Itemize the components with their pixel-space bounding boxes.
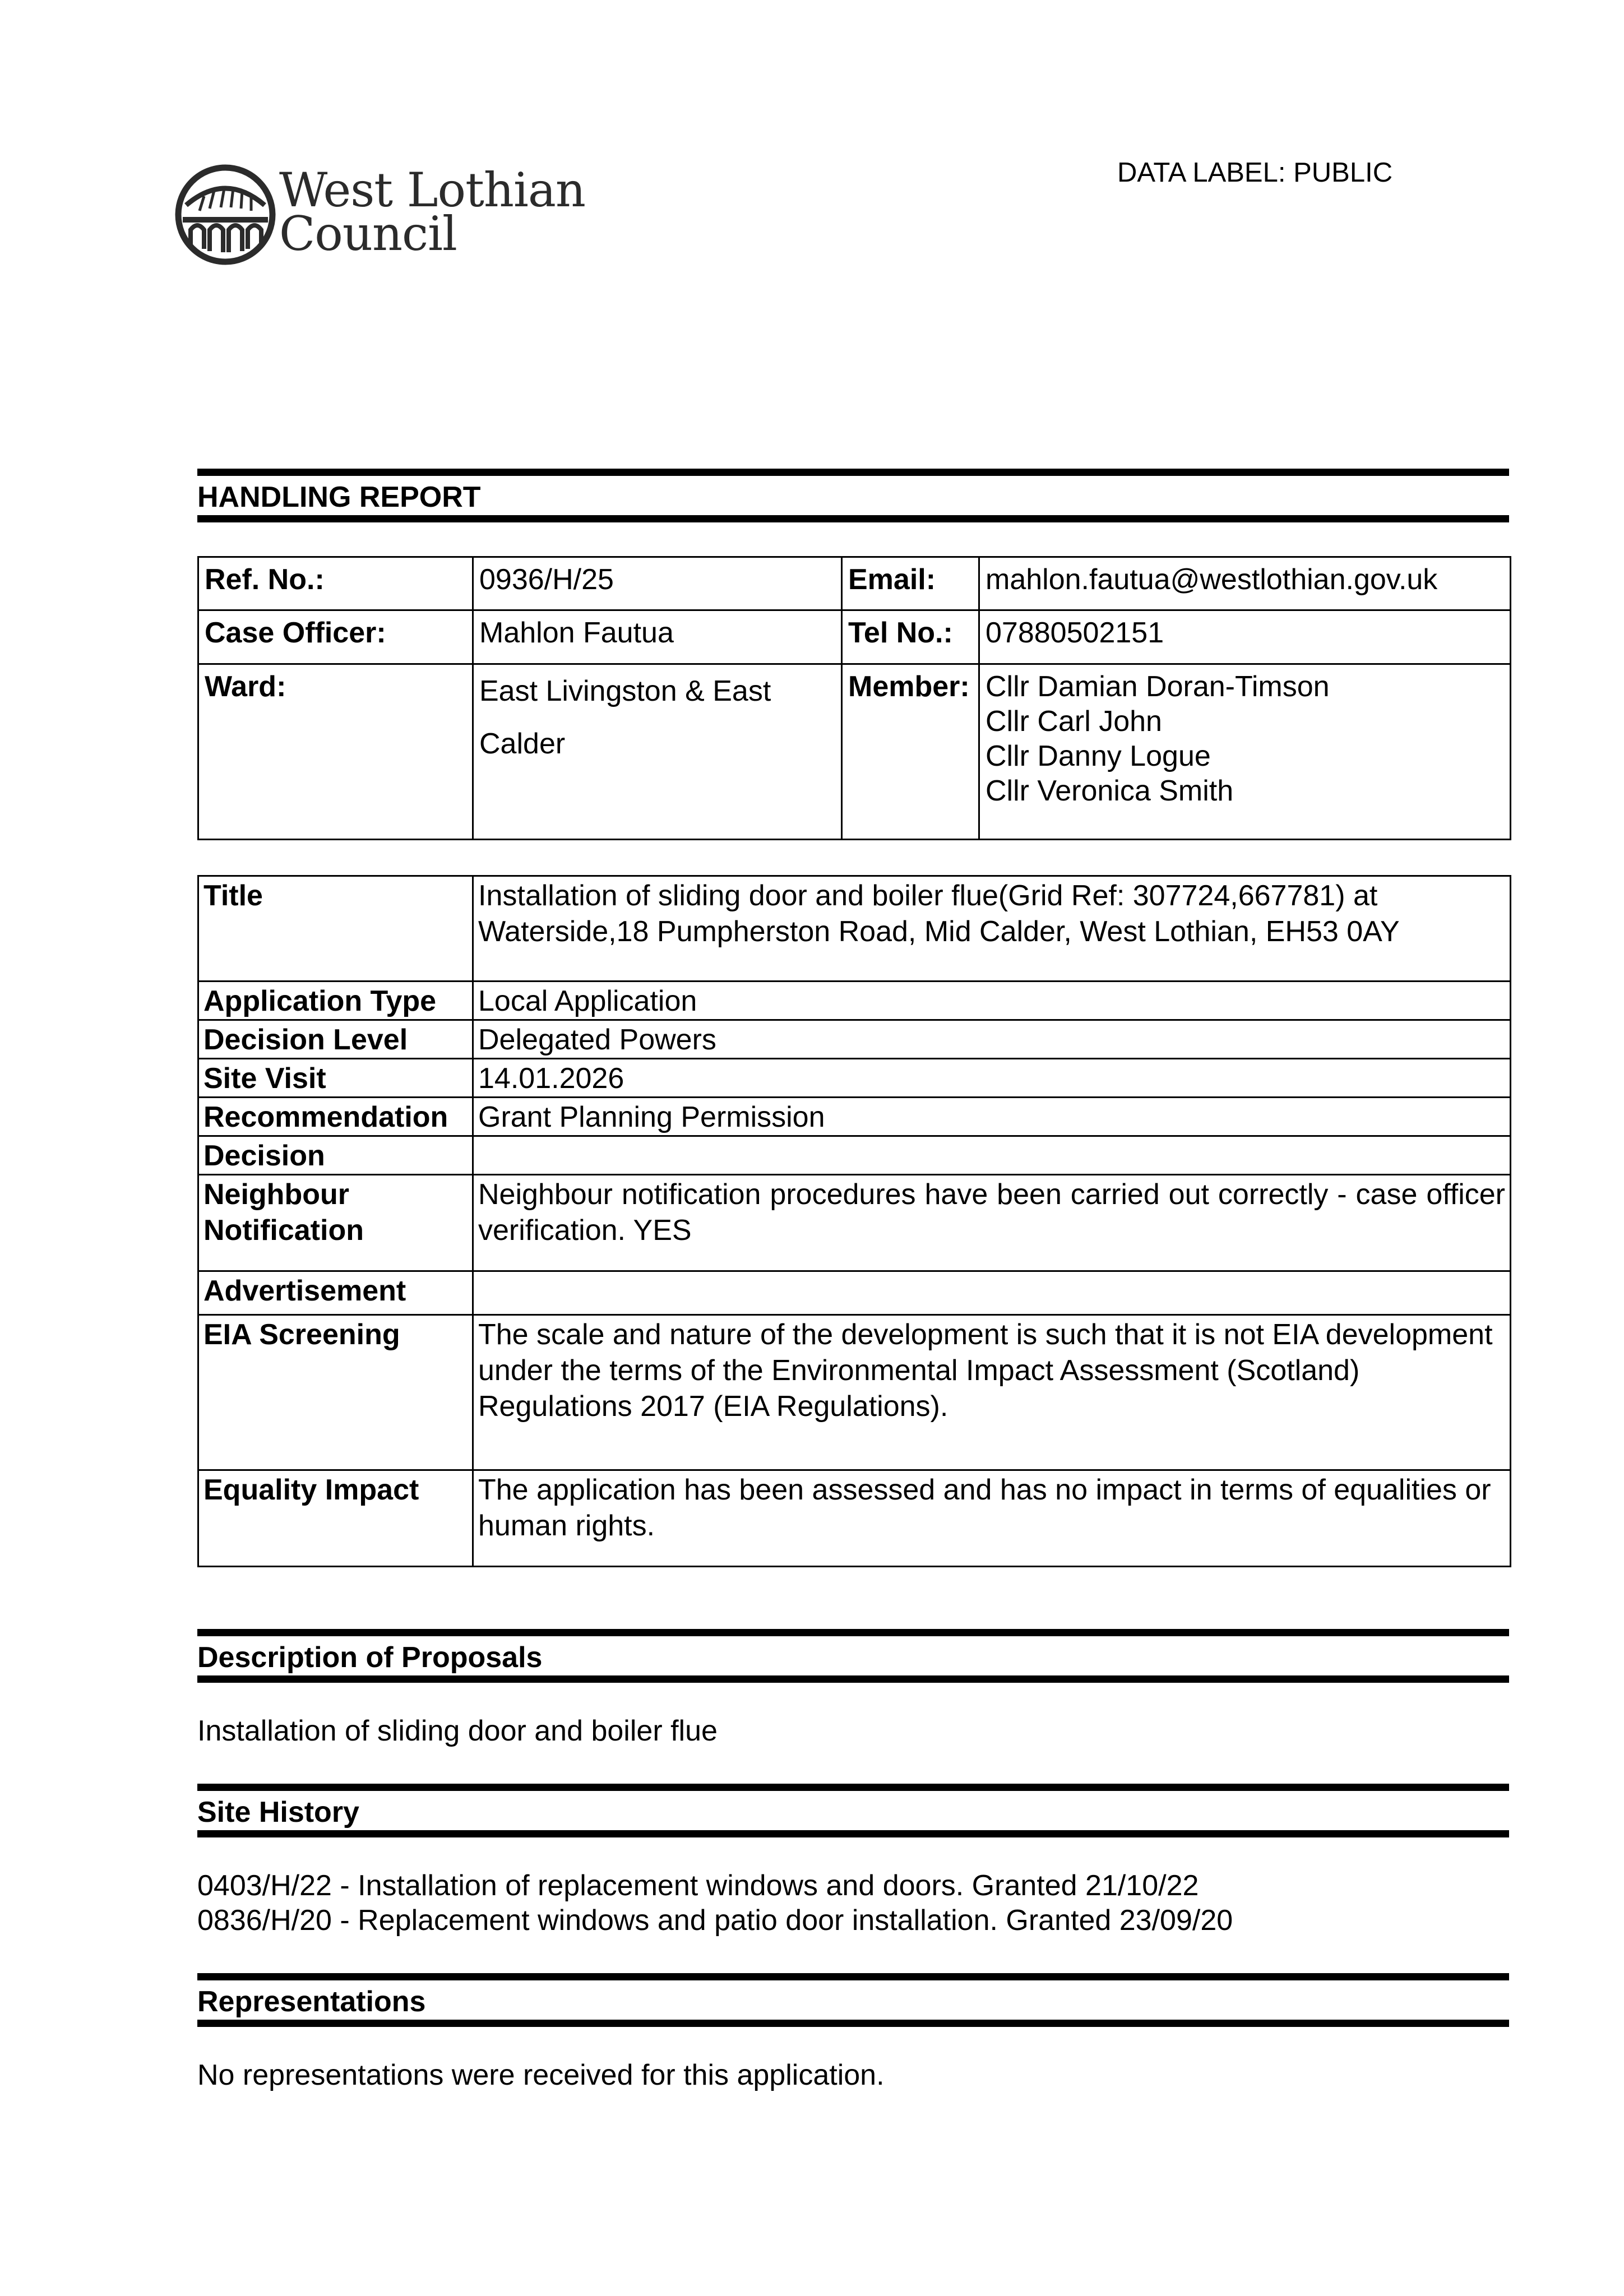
member-label: Member: <box>842 664 979 840</box>
representations-text: No representations were received for this application. <box>197 2059 885 2091</box>
ward-label: Ward: <box>198 664 473 840</box>
recommendation-value: Grant Planning Permission <box>473 1098 1511 1136</box>
recommendation-label: Recommendation <box>198 1098 473 1136</box>
table-row <box>198 1271 1511 1315</box>
application-type-label: Application Type <box>198 982 473 1020</box>
case-info-table <box>197 556 1511 840</box>
decision-level-value: Delegated Powers <box>473 1020 1511 1059</box>
description-text: Installation of sliding door and boiler flue <box>197 1715 718 1747</box>
neighbour-notification-label: Neighbour Notification <box>198 1175 473 1271</box>
table-row <box>198 1315 1511 1470</box>
site-history-item: 0836/H/20 - Replacement windows and patio door installation. Granted 23/09/20 <box>197 1904 1233 1937</box>
ward-value: East Livingston & East Calder <box>473 664 842 840</box>
member-item: Cllr Veronica Smith <box>985 775 1234 807</box>
equality-impact-value: The application has been assessed and has no impact in terms of equalities or human rights. <box>473 1470 1511 1567</box>
report-title: HANDLING REPORT <box>197 469 1509 522</box>
site-visit-value: 14.01.2026 <box>473 1059 1511 1098</box>
case-officer-value: Mahlon Fautua <box>473 610 842 664</box>
application-details-table <box>197 875 1511 1567</box>
decision-label: Decision <box>198 1136 473 1175</box>
member-item: Cllr Danny Logue <box>985 740 1211 772</box>
ref-label: Ref. No.: <box>198 557 473 610</box>
decision-value <box>473 1136 1511 1175</box>
member-item: Cllr Damian Doran-Timson <box>985 670 1330 703</box>
member-item: Cllr Carl John <box>985 705 1162 738</box>
table-row <box>198 557 1511 610</box>
site-visit-label: Site Visit <box>198 1059 473 1098</box>
title-value: Installation of sliding door and boiler flue(Grid Ref: 307724,667781) at Waterside,18 Pumpherston Road, Mid Calder, West Lothian, EH53 0AY <box>473 876 1511 982</box>
council-logo <box>175 161 586 268</box>
table-row <box>198 982 1511 1020</box>
table-row <box>198 1136 1511 1175</box>
eia-screening-label: EIA Screening <box>198 1315 473 1470</box>
eia-screening-value: The scale and nature of the development is such that it is not EIA development under the terms of the Environmental Impact Assessment (Scotland) Regulations 2017 (EIA Regulations). <box>473 1315 1511 1470</box>
advertisement-label: Advertisement <box>198 1271 473 1315</box>
representations-heading: Representations <box>197 1973 1509 2027</box>
table-row <box>198 1020 1511 1059</box>
description-heading: Description of Proposals <box>197 1629 1509 1683</box>
table-row <box>198 1098 1511 1136</box>
member-list <box>979 664 1511 840</box>
tel-value: 07880502151 <box>979 610 1511 664</box>
case-officer-label: Case Officer: <box>198 610 473 664</box>
application-type-value: Local Application <box>473 982 1511 1020</box>
tel-label: Tel No.: <box>842 610 979 664</box>
title-label: Title <box>198 876 473 982</box>
table-row <box>198 876 1511 982</box>
table-row <box>198 664 1511 840</box>
aqueduct-crest-icon <box>175 161 276 268</box>
logo-text-line2: Council <box>279 206 457 261</box>
equality-impact-label: Equality Impact <box>198 1470 473 1567</box>
data-label: DATA LABEL: PUBLIC <box>1117 158 1393 188</box>
ref-value: 0936/H/25 <box>473 557 842 610</box>
decision-level-label: Decision Level <box>198 1020 473 1059</box>
table-row <box>198 1470 1511 1567</box>
table-row <box>198 1059 1511 1098</box>
site-history-heading: Site History <box>197 1784 1509 1837</box>
table-row <box>198 1175 1511 1271</box>
advertisement-value <box>473 1271 1511 1315</box>
site-history-item: 0403/H/22 - Installation of replacement windows and doors. Granted 21/10/22 <box>197 1869 1199 1902</box>
email-label: Email: <box>842 557 979 610</box>
table-row <box>198 610 1511 664</box>
email-value: mahlon.fautua@westlothian.gov.uk <box>979 557 1511 610</box>
neighbour-notification-value: Neighbour notification procedures have been carried out correctly - case officer verification. YES <box>473 1175 1511 1271</box>
logo-text-line1: West Lothian <box>279 163 586 217</box>
